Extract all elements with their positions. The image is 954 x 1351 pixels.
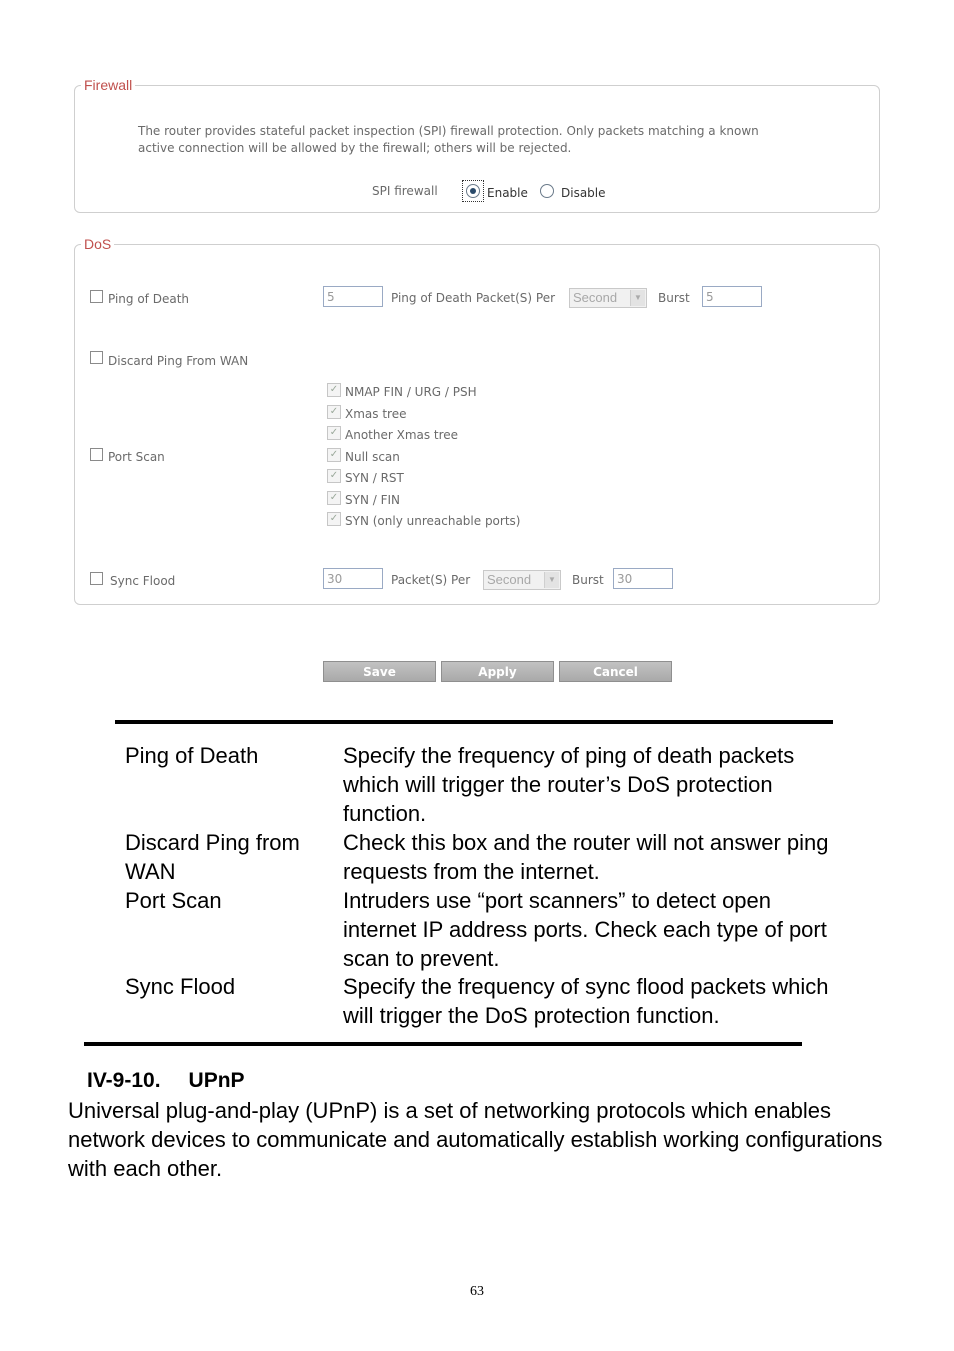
sync-flood-burst-input[interactable]: 30 xyxy=(613,568,673,589)
ping-of-death-checkbox[interactable] xyxy=(90,290,103,303)
port-scan-label: Port Scan xyxy=(108,450,165,464)
discard-ping-label: Discard Ping From WAN xyxy=(108,354,249,368)
spi-firewall-label: SPI firewall xyxy=(372,184,438,198)
firewall-legend: Firewall xyxy=(81,77,135,93)
port-scan-option-checkbox[interactable]: ✓ xyxy=(327,448,341,462)
cancel-button[interactable]: Cancel xyxy=(559,661,672,682)
spi-disable-label[interactable]: Disable xyxy=(561,186,606,200)
ping-of-death-label: Ping of Death xyxy=(108,292,190,306)
page-number: 63 xyxy=(470,1284,484,1299)
section-body: Universal plug-and-play (UPnP) is a set of networking protocols which enables network devices to communicate and automatically establish working configurations with each other. xyxy=(68,1098,883,1181)
chevron-down-icon: ▼ xyxy=(630,290,645,306)
ping-of-death-burst-input[interactable]: 5 xyxy=(702,286,762,307)
port-scan-option-label: Xmas tree xyxy=(345,407,407,421)
sync-flood-checkbox[interactable] xyxy=(90,572,103,585)
ping-of-death-per-label: Ping of Death Packet(S) Per xyxy=(391,291,556,305)
port-scan-option-checkbox[interactable]: ✓ xyxy=(327,426,341,440)
port-scan-option-checkbox[interactable]: ✓ xyxy=(327,512,341,526)
table-top-rule xyxy=(115,720,833,724)
port-scan-option-checkbox[interactable]: ✓ xyxy=(327,383,341,397)
ping-of-death-burst-label: Burst xyxy=(658,291,690,305)
definition-description: Check this box and the router will not answer ping requests from the internet. xyxy=(343,830,829,884)
definition-term: Sync Flood xyxy=(125,974,236,999)
firewall-description: The router provides stateful packet inspection (SPI) firewall protection. Only packets matching a known active connection will be allowed by the firewall; others will be rejected. xyxy=(138,124,759,155)
ping-of-death-rate-input[interactable]: 5 xyxy=(323,286,383,307)
ping-of-death-unit-value: Second xyxy=(573,290,618,305)
port-scan-checkbox[interactable] xyxy=(90,448,103,461)
port-scan-option-checkbox[interactable]: ✓ xyxy=(327,469,341,483)
spi-enable-label[interactable]: Enable xyxy=(487,186,528,200)
chevron-down-icon: ▼ xyxy=(544,572,559,588)
apply-button[interactable]: Apply xyxy=(441,661,554,682)
sync-flood-burst-label: Burst xyxy=(572,573,604,587)
discard-ping-checkbox[interactable] xyxy=(90,351,103,364)
save-button[interactable]: Save xyxy=(323,661,436,682)
definition-term: Discard Ping from WAN xyxy=(125,830,300,884)
sync-flood-per-label: Packet(S) Per xyxy=(391,573,471,587)
definition-term: Port Scan xyxy=(125,888,222,913)
section-heading xyxy=(87,1066,245,1095)
port-scan-option-label: SYN (only unreachable ports) xyxy=(345,514,521,528)
definition-description: Specify the frequency of sync flood packets which will trigger the DoS protection function. xyxy=(343,974,829,1028)
section-number: IV-9-10. xyxy=(87,1069,161,1092)
sync-flood-unit-select[interactable] xyxy=(483,570,561,590)
definition-description: Intruders use “port scanners” to detect open internet IP address ports. Check each type of port scan to prevent. xyxy=(343,888,827,971)
port-scan-option-checkbox[interactable]: ✓ xyxy=(327,405,341,419)
table-bottom-rule xyxy=(84,1042,802,1046)
port-scan-option-label: Another Xmas tree xyxy=(345,428,459,442)
radio-selected-dot xyxy=(470,188,476,194)
port-scan-option-label: SYN / FIN xyxy=(345,493,401,507)
ping-of-death-unit-select[interactable] xyxy=(569,288,647,308)
port-scan-option-label: Null scan xyxy=(345,450,400,464)
definition-term: Ping of Death xyxy=(125,743,259,768)
port-scan-option-label: SYN / RST xyxy=(345,471,404,485)
port-scan-option-label: NMAP FIN / URG / PSH xyxy=(345,385,477,399)
sync-flood-unit-value: Second xyxy=(487,572,532,587)
definition-description: Specify the frequency of ping of death packets which will trigger the router’s DoS protection function. xyxy=(343,743,795,826)
spi-disable-radio[interactable] xyxy=(540,184,554,198)
spi-enable-radio[interactable] xyxy=(466,184,480,198)
port-scan-option-checkbox[interactable]: ✓ xyxy=(327,491,341,505)
section-title: UPnP xyxy=(188,1069,245,1092)
sync-flood-rate-input[interactable]: 30 xyxy=(323,568,383,589)
sync-flood-label: Sync Flood xyxy=(110,574,176,588)
dos-legend: DoS xyxy=(81,236,114,252)
